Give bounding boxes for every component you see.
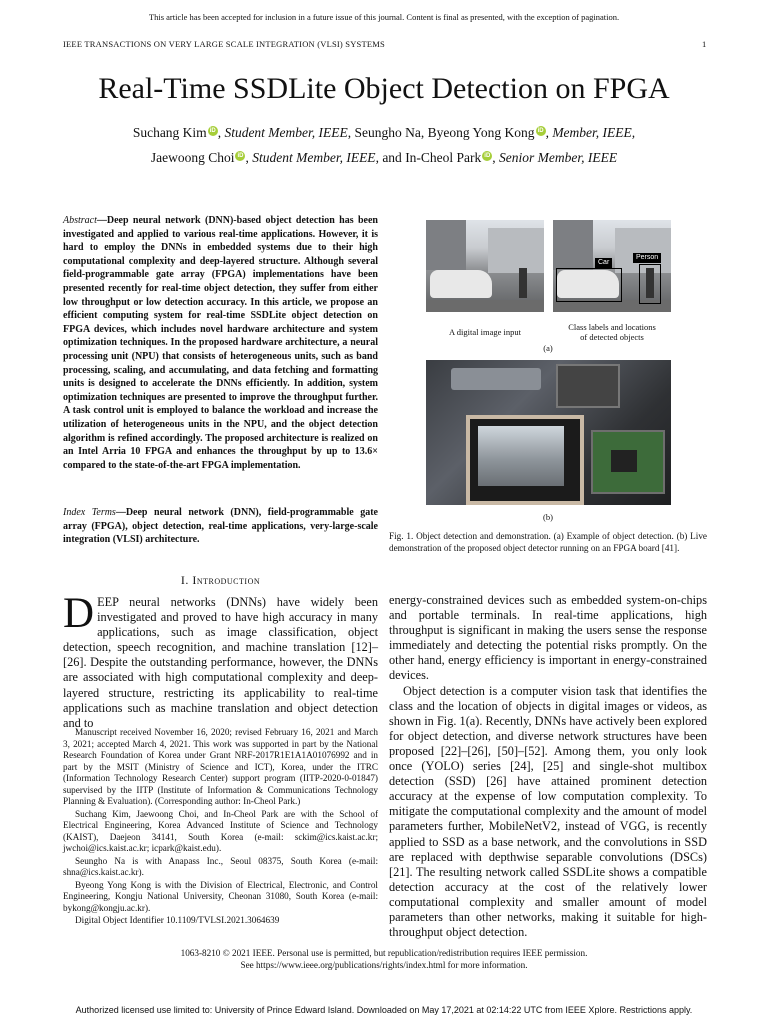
acceptance-notice: This article has been accepted for inclusion in a future issue of this journal. Content is final as presented, with the exception of pagination. xyxy=(148,12,620,22)
person-bounding-box xyxy=(639,264,661,304)
footnote-doi: Digital Object Identifier 10.1109/TVLSI.2021.3064639 xyxy=(75,915,280,925)
orcid-icon[interactable]: iD xyxy=(484,153,491,159)
paper-title: Real-Time SSDLite Object Detection on FPGA xyxy=(98,72,670,105)
author-name: Seungho Na xyxy=(354,125,421,140)
author-separator: , xyxy=(245,150,253,165)
copyright-notice xyxy=(0,947,768,971)
author-name: In-Cheol Park xyxy=(405,150,482,165)
orcid-icon[interactable]: iD xyxy=(209,128,216,134)
intro-right-column xyxy=(389,593,707,940)
copyright-line-2: See https://www.ieee.org/publications/rights/index.html for more information. xyxy=(240,960,528,970)
index-terms-text: Deep neural network (DNN), field-programmable gate array (FPGA), object detection, real-time applications, very-large-scale integration (VLSI) architecture. xyxy=(63,507,378,546)
input-street-photo xyxy=(426,220,544,312)
author-role: Member, IEEE, xyxy=(552,125,636,140)
author-separator: , xyxy=(492,150,500,165)
author-list xyxy=(70,120,698,170)
author-separator: , xyxy=(545,125,553,140)
author-separator: , xyxy=(420,125,428,140)
journal-name: IEEE TRANSACTIONS ON VERY LARGE SCALE INTEGRATION (VLSI) SYSTEMS xyxy=(63,39,385,49)
footnote-affiliation: Byeong Yong Kong is with the Division of Electrical, Electronic, and Control Engineering, Kongju National University, Cheonan 31080, South Korea (e-mail: bykong@kongju.ac.kr). xyxy=(63,879,378,913)
author-separator: , xyxy=(347,125,355,140)
output-label xyxy=(553,322,671,342)
subfigure-a-label: (a) xyxy=(543,343,553,353)
fpga-board-photo xyxy=(426,360,671,505)
author-name: Byeong Yong Kong xyxy=(427,125,535,140)
person-class-tag: Person xyxy=(633,253,661,263)
author-separator: , xyxy=(217,125,225,140)
license-footer: Authorized licensed use limited to: University of Prince Edward Island. Downloaded on May 17,2021 at 02:14:22 UTC from IEEE Xplore. Restrictions apply. xyxy=(75,1005,693,1015)
footnote-affiliation: Suchang Kim, Jaewoong Choi, and In-Cheol Park are with the School of Electrical Engineering, Korea Advanced Institute of Science and Technology (KAIST), Daejeon 34141, South Korea (e-mail: sckim@ics.kaist.ac.kr; jwchoi@ics.kaist.ac.kr; icpark@kaist.edu). xyxy=(63,808,378,853)
footnotes xyxy=(63,727,378,928)
orcid-icon[interactable]: iD xyxy=(537,128,544,134)
abstract-lead: Abstract xyxy=(63,215,97,226)
input-image-label: A digital image input xyxy=(448,327,521,337)
footnote-manuscript: Manuscript received November 16, 2020; revised February 16, 2021 and March 3, 2021; accepted March 4, 2021. This work was supported in part by the National Research Foundation of Korea under Grant NRF-2017R1E1A1A01076992 and in part by the MSIT (Ministry of Science and ICT), Korea, under the ITRC (Information Technology Research Center) support program (IITP-2020-0-01847) supervised by the IITP (Institute of Information & Communications Technology Planning & Evaluation). (Corresponding author: In-Cheol Park.) xyxy=(63,727,378,806)
orcid-icon[interactable]: iD xyxy=(237,153,244,159)
intro-left-text: EEP neural networks (DNNs) have widely been investigated and proved to have high accuracy in many applications, such as image classification, object detection, speech recognition, and machine translation [12]–[26]. Despite the outstanding performance, however, the DNNs are associated with high computational complexity and deep-layered structure, restricting its applicability to real-time applications such as machine translation and object detection and to xyxy=(63,595,378,730)
author-name: Suchang Kim xyxy=(132,125,207,140)
abstract: Abstract—Deep neural network (DNN)-based object detection has been investigated and applied to various real-time applications. However, it is hard to employ the DNNs in embedded systems due to their high computational complexity and deep-layered structure. Although several field-programmable gate array (FPGA) implementations have been presented recently for real-time object detection, they suffer from either low throughput or low detection accuracy. In this article, we propose an efficient computing system for real-time SSDLite object detection on FPGA devices, which includes novel hardware architecture and system optimization techniques. In the proposed hardware architecture, a neural processing unit (NPU) that consists of heterogeneous units, such as band processing, scaling, and accumulating, and data fetching and formatting units is designed to accelerate the DNNs efficiently. In addition, system optimization techniques are presented to improve the throughput further. A task control unit is employed to balance the workload and increase the utilization of heterogeneous units in the NPU, and the object detection algorithm is refined accordingly. The proposed architecture is realized on an Intel Arria 10 FPGA and enhances the throughput by up to 13.6× compared to the state-of-the-art FPGA implementation. xyxy=(63,215,378,471)
car-bounding-box xyxy=(556,268,622,302)
intro-right-paragraph-2: Object detection is a computer vision task that identifies the class and the location of objects in digital images or videos, as shown in Fig. 1(a). Recently, DNNs have actively been explored for object detection, and diverse network structures have been proposed [22]–[26], [50]–[52]. Among them, you only look once (YOLO) series [24], [25] and single-shot multibox detection (SSD) [26] have attained prominent detection accuracy at the expense of low computation complexity. To mitigate the computational complexity and the amount of model parameters further, MobileNetV2, instead of VGG, is recently applied to SSD as a base network, and the convolutions in SSD are replaced with depthwise separable convolutions (DSCs) [21]. The resulting network called SSDLite shows a compatible detection accuracy at the cost of the relatively lower computational complexity and smaller amount of model parameters than other networks, making it suitable for high-throughput object detection. xyxy=(389,683,707,940)
drop-cap: D xyxy=(63,590,95,637)
author-role: Student Member, IEEE xyxy=(252,150,376,165)
car-class-tag: Car xyxy=(595,258,612,268)
index-terms: Index Terms—Deep neural network (DNN), field-programmable gate array (FPGA), object detection, real-time applications, very-large-scale integration (VLSI) architecture. xyxy=(63,507,378,546)
intro-right-paragraph-1: energy-constrained devices such as embedded system-on-chips and portable terminals. In real-time applications, high throughput is significant in making the users sense the response immediately and detecting the potential risks promptly. On the other hand, energy efficiency is important in energy-constrained devices. xyxy=(389,593,707,683)
footnote-affiliation: Seungho Na is with Anapass Inc., Seoul 08375, South Korea (e-mail: shna@ics.kaist.ac.kr). xyxy=(63,855,378,877)
subfigure-b-label: (b) xyxy=(543,512,553,522)
index-terms-lead: Index Terms xyxy=(63,507,116,518)
author-role: Senior Member, IEEE xyxy=(499,150,618,165)
intro-left-paragraph xyxy=(63,590,378,731)
figure-caption: Fig. 1. Object detection and demonstration. (a) Example of object detection. (b) Live demonstration of the proposed object detector running on an FPGA board [41]. xyxy=(389,531,707,553)
detected-street-photo xyxy=(553,220,671,312)
author-separator: , and xyxy=(375,150,406,165)
author-role: Student Member, IEEE xyxy=(224,125,348,140)
output-label-line2: of detected objects xyxy=(580,332,644,342)
copyright-line-1: 1063-8210 © 2021 IEEE. Personal use is permitted, but republication/redistribution requires IEEE permission. xyxy=(180,948,588,958)
author-name: Jaewoong Choi xyxy=(150,150,235,165)
output-label-line1: Class labels and locations xyxy=(568,322,656,332)
abstract-text: Deep neural network (DNN)-based object detection has been investigated and applied to various real-time applications. However, it is hard to employ the DNNs in embedded systems due to their high computational complexity and deep-layered structure. Although several field-programmable gate array (FPGA) implementations have been presented recently for real-time object detection, they suffer from either low throughput or low detection accuracy. In this article, we propose an efficient computing system for real-time SSDLite object detection on FPGA devices, which includes novel hardware architecture and system optimization techniques. In the proposed hardware architecture, a neural processing unit (NPU) that consists of heterogeneous units, such as band processing, scaling, and accumulating, and data fetching and formatting units is designed to accelerate the DNNs efficiently. In addition, system optimization techniques are presented to improve the throughput further. A task control unit is employed to balance the workload and increase the utilization of heterogeneous units in the NPU, and the object detection algorithm is refined accordingly. The proposed architecture is realized on an Intel Arria 10 FPGA and enhances the throughput by up to 13.6× compared to the state-of-the-art FPGA implementation. xyxy=(63,215,378,471)
section-heading: I. Introduction xyxy=(180,573,261,587)
page-number: 1 xyxy=(702,39,707,49)
